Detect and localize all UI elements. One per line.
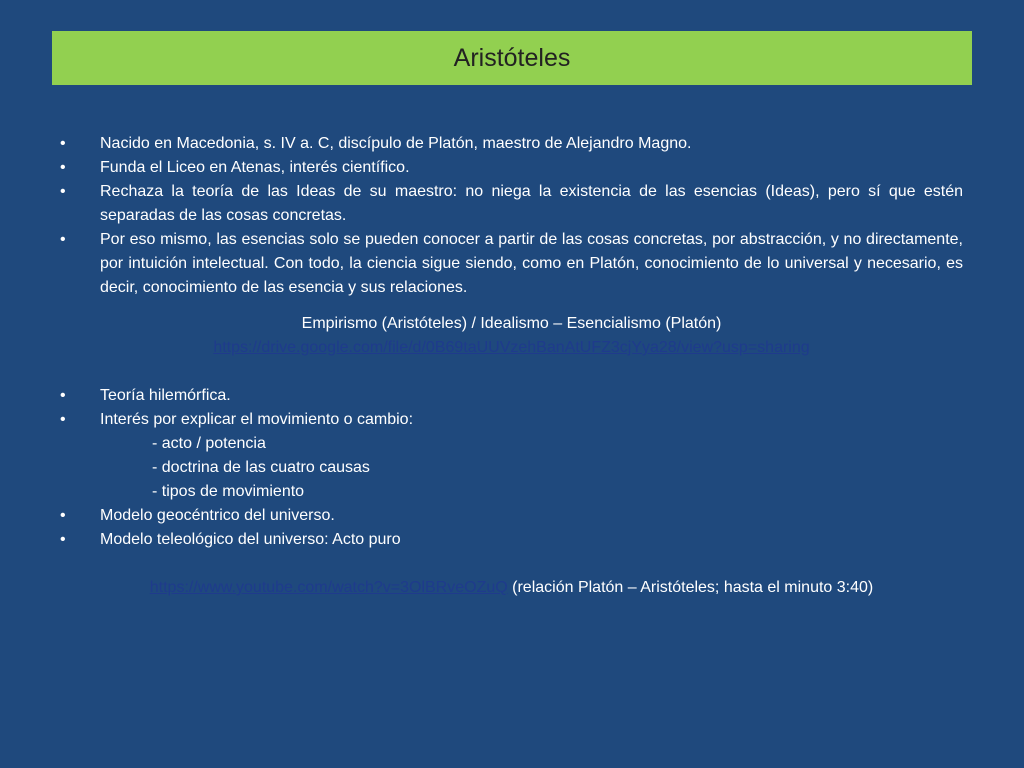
list-item <box>60 504 963 528</box>
comparison-heading: Empirismo (Aristóteles) / Idealismo – Esencialismo (Platón) <box>301 315 722 332</box>
slide-content <box>60 132 963 600</box>
title-bar <box>52 31 972 85</box>
bullet-icon: • <box>60 135 66 152</box>
list-item-text: Modelo teleológico del universo: Acto puro <box>100 531 401 548</box>
list-item <box>60 384 963 408</box>
bullet-icon: • <box>60 531 66 548</box>
list-item <box>60 132 963 156</box>
sub-list <box>100 432 963 504</box>
bullet-icon: • <box>60 507 66 524</box>
list-item <box>60 228 963 300</box>
video-line <box>60 576 963 600</box>
bullet-icon: • <box>60 387 66 404</box>
list-item <box>60 156 963 180</box>
bullet-list-2 <box>60 384 963 552</box>
list-item-text: Por eso mismo, las esencias solo se pueden conocer a partir de las cosas concretas, por abstracción, y no directamente, por intuición intelectual. Con todo, la ciencia sigue siendo, como en Platón, conocimiento de lo universal y necesario, es decir, conocimiento de las esencia y sus relaciones. <box>100 231 963 296</box>
bullet-icon: • <box>60 411 66 428</box>
youtube-link[interactable]: https://www.youtube.com/watch?v=3OlBRveOZuQ <box>149 579 508 596</box>
list-item-text: Nacido en Macedonia, s. IV a. C, discípulo de Platón, maestro de Alejandro Magno. <box>100 135 692 152</box>
video-note: (relación Platón – Aristóteles; hasta el minuto 3:40) <box>507 579 874 596</box>
list-item-text: Interés por explicar el movimiento o cambio: <box>100 411 414 428</box>
list-item <box>60 528 963 552</box>
spacer <box>60 360 963 384</box>
sub-list-item: - tipos de movimiento <box>152 483 305 500</box>
bullet-icon: • <box>60 231 66 248</box>
list-item <box>60 408 963 504</box>
list-item-text: Teoría hilemórfica. <box>100 387 231 404</box>
list-item-text: Rechaza la teoría de las Ideas de su maestro: no niega la existencia de las esencias (Ideas), pero sí que estén separadas de las cosas concretas. <box>100 183 963 224</box>
sub-list-item: - acto / potencia <box>152 435 266 452</box>
list-item-text: Modelo geocéntrico del universo. <box>100 507 335 524</box>
bullet-icon: • <box>60 159 66 176</box>
drive-link[interactable]: https://drive.google.com/file/d/0B69taUUVzehBanAtUFZ3cjYya28/view?usp=sharing <box>213 339 810 356</box>
slide-title: Aristóteles <box>453 43 571 72</box>
sub-list-item: - doctrina de las cuatro causas <box>152 459 370 476</box>
comparison-block <box>60 312 963 360</box>
list-item-text: Funda el Liceo en Atenas, interés científico. <box>100 159 410 176</box>
bullet-icon: • <box>60 183 66 200</box>
list-item <box>60 180 963 228</box>
bullet-list-1 <box>60 132 963 300</box>
